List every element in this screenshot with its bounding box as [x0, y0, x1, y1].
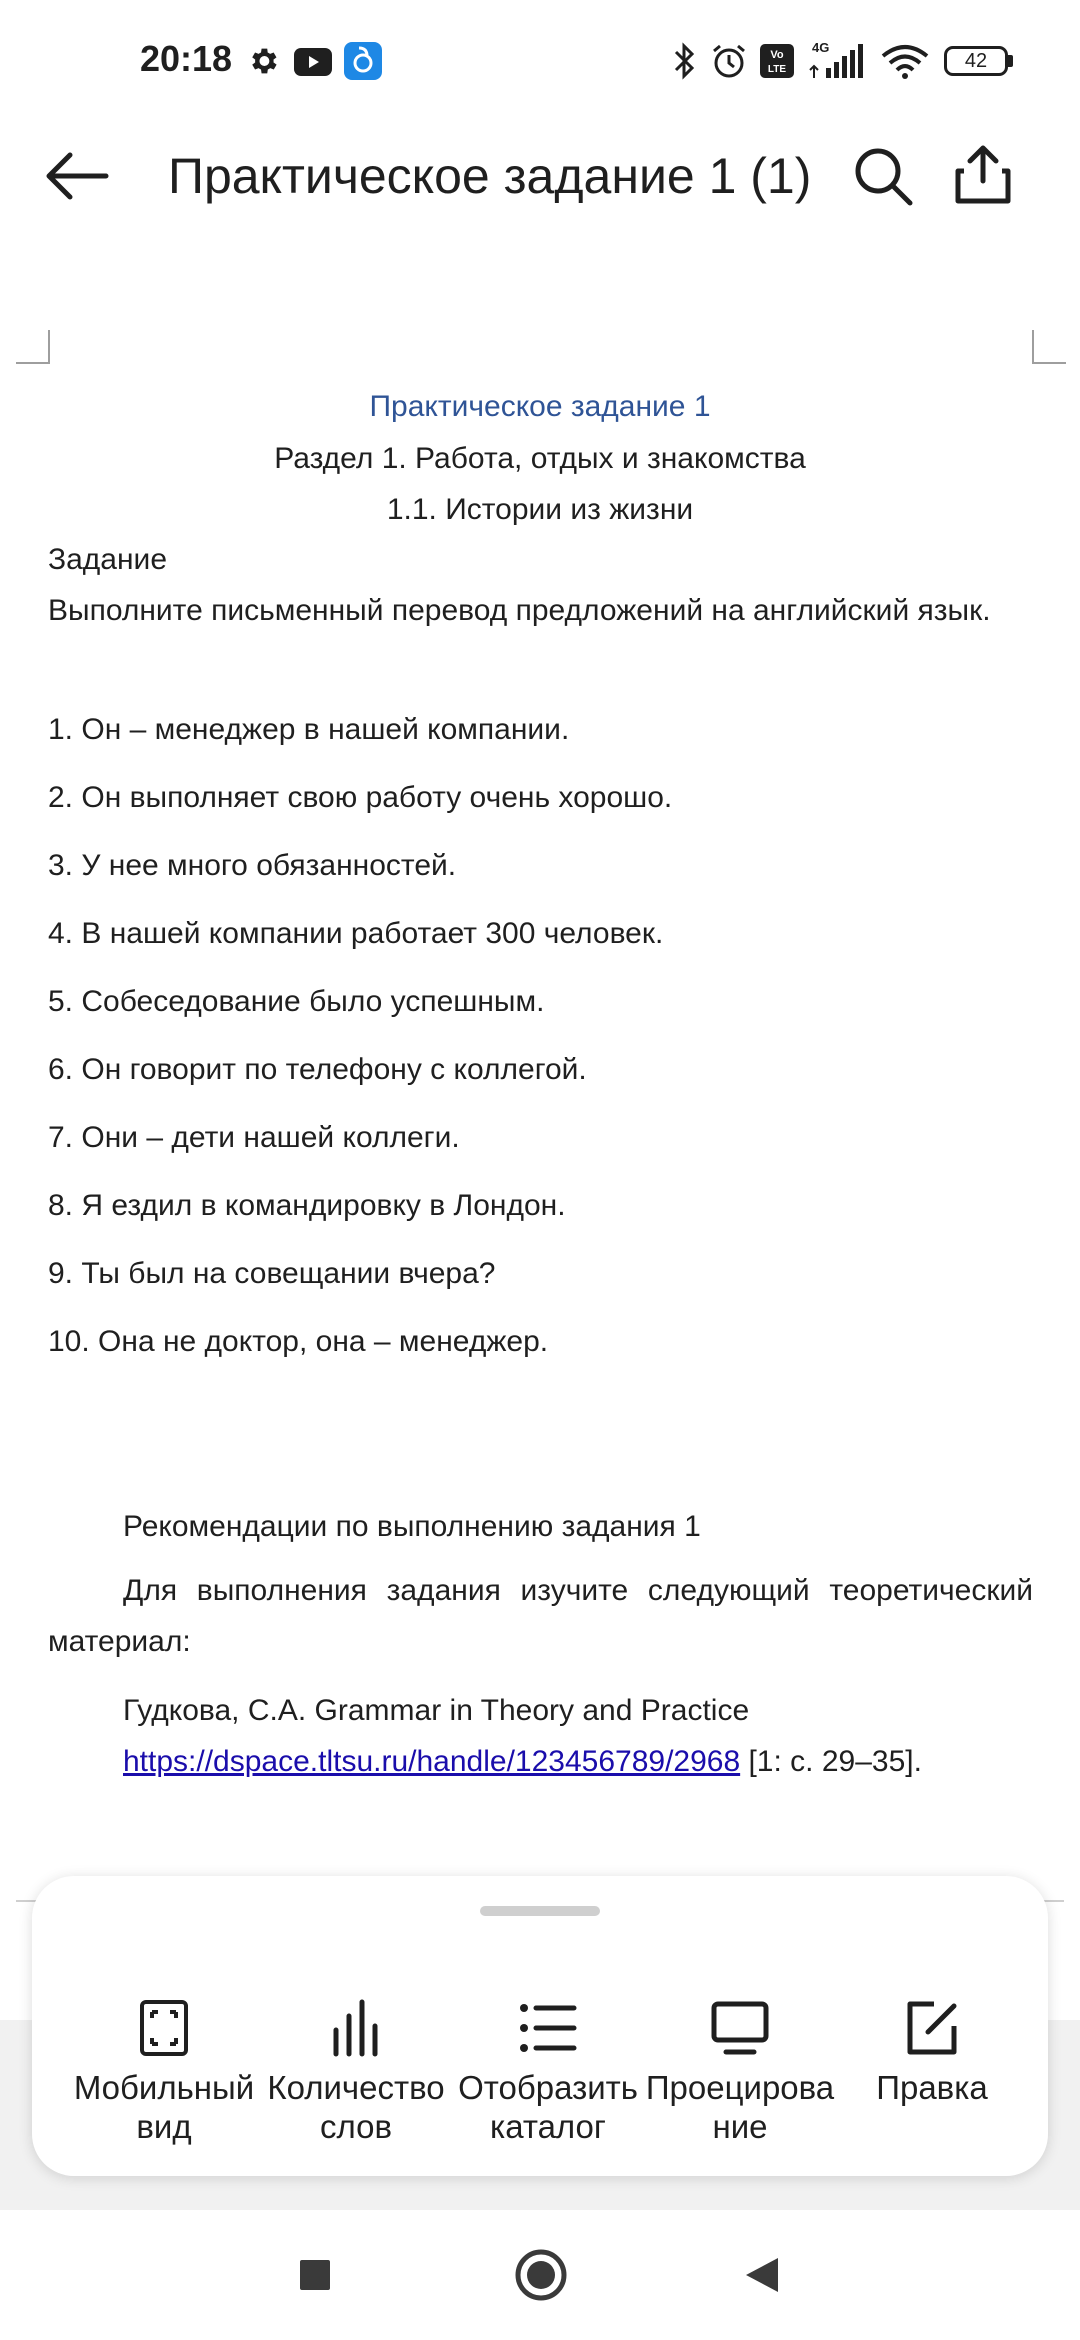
- sheet-drag-handle[interactable]: [480, 1906, 600, 1916]
- app-bar: [0, 125, 1080, 225]
- projection-label: [634, 2068, 846, 2146]
- word-count-label-line2: слов: [319, 2108, 392, 2145]
- page-corner-marker: [16, 330, 50, 364]
- sentence-item: 10. Она не доктор, она – менеджер.: [48, 1325, 549, 1358]
- edit-label: [826, 2068, 1038, 2107]
- svg-text:Vo: Vo: [770, 49, 784, 61]
- word-count-label-line1: Количество: [267, 2069, 445, 2106]
- sentence-item: 5. Собеседование было успешным.: [48, 985, 545, 1018]
- projection-label-line2: ние: [712, 2108, 768, 2145]
- search-icon[interactable]: [850, 143, 916, 209]
- youtube-icon: [294, 48, 332, 76]
- mobile-view-label-line2: вид: [136, 2108, 192, 2145]
- sentence-item: 4. В нашей компании работает 300 человек.: [48, 917, 664, 950]
- sentence-item: 8. Я ездил в командировку в Лондон.: [48, 1189, 566, 1222]
- task-label: Задание: [48, 543, 168, 576]
- reference-link[interactable]: https://dspace.tltsu.ru/handle/123456789/2968: [123, 1745, 741, 1778]
- edit-icon: [900, 1996, 964, 2060]
- battery-level: 42: [964, 50, 988, 72]
- sentence-item: 9. Ты был на совещании вчера?: [48, 1257, 496, 1290]
- recommendations-text-line2: материал:: [48, 1625, 191, 1658]
- sentence-item: 7. Они – дети нашей коллеги.: [48, 1121, 460, 1154]
- word-count-label: [250, 2068, 462, 2146]
- sentence-item: 1. Он – менеджер в нашей компании.: [48, 713, 570, 746]
- recents-icon[interactable]: [298, 2258, 332, 2292]
- doc-heading: Практическое задание 1: [369, 390, 711, 423]
- signal-4g-icon: [808, 44, 864, 80]
- word-count-icon: [324, 1996, 388, 2060]
- reference-text: Гудкова, С.А. Grammar in Theory and Practice: [123, 1694, 750, 1727]
- reference-line: [123, 1745, 922, 1779]
- sentence-item: 6. Он говорит по телефону с коллегой.: [48, 1053, 587, 1086]
- wifi-icon: [880, 44, 930, 80]
- edit-label-line1: Правка: [876, 2069, 988, 2106]
- back-triangle-icon[interactable]: [744, 2256, 780, 2294]
- document-page[interactable]: [0, 330, 1080, 1890]
- status-bar: [0, 0, 1080, 125]
- projection-monitor-icon: [708, 1996, 772, 2060]
- projection-label-line1: Проецирова: [645, 2069, 835, 2106]
- word-count-button[interactable]: [260, 1996, 452, 2156]
- mobile-view-label-line1: Мобильный: [73, 2069, 255, 2106]
- projection-button[interactable]: [644, 1996, 836, 2156]
- mobile-view-button[interactable]: [68, 1996, 260, 2156]
- alarm-icon: [710, 42, 748, 80]
- mobile-view-icon: [132, 1996, 196, 2060]
- show-catalog-button[interactable]: [452, 1996, 644, 2156]
- reference-citation: [1: с. 29–35].: [740, 1745, 922, 1778]
- network-type-label: 4G: [812, 40, 830, 55]
- back-arrow-icon[interactable]: [40, 143, 120, 209]
- system-nav-bar: [0, 2210, 1080, 2340]
- status-time: 20:18: [140, 38, 233, 79]
- music-app-icon: [344, 42, 382, 80]
- bottom-sheet: [32, 1876, 1048, 2176]
- bluetooth-icon: [672, 42, 696, 80]
- catalog-list-icon: [516, 1996, 580, 2060]
- battery-indicator: [944, 46, 1008, 76]
- battery-tip: [1008, 55, 1013, 67]
- doc-subsection: 1.1. Истории из жизни: [386, 493, 694, 526]
- gear-icon: [246, 44, 280, 78]
- recommendations-title: Рекомендации по выполнению задания 1: [123, 1510, 701, 1543]
- svg-text:LTE: LTE: [767, 64, 787, 75]
- home-icon[interactable]: [514, 2248, 568, 2302]
- sentence-item: 2. Он выполняет свою работу очень хорошо.: [48, 781, 673, 814]
- page-corner-marker: [1032, 330, 1066, 364]
- show-catalog-label-line2: каталог: [490, 2108, 606, 2145]
- doc-section: Раздел 1. Работа, отдых и знакомства: [274, 442, 806, 475]
- show-catalog-label: [442, 2068, 654, 2146]
- share-icon[interactable]: [950, 141, 1016, 207]
- show-catalog-label-line1: Отобразить: [458, 2069, 638, 2106]
- volte-icon: [760, 44, 794, 78]
- task-instruction: Выполните письменный перевод предложений на английский язык.: [48, 594, 991, 627]
- document-title: Практическое задание 1 (1): [168, 148, 812, 204]
- sentence-item: 3. У нее много обязанностей.: [48, 849, 457, 882]
- mobile-view-label: [58, 2068, 270, 2146]
- recommendations-text-line1: Для выполнения задания изучите следующий теоретический: [123, 1574, 1033, 1607]
- edit-button[interactable]: [836, 1996, 1028, 2156]
